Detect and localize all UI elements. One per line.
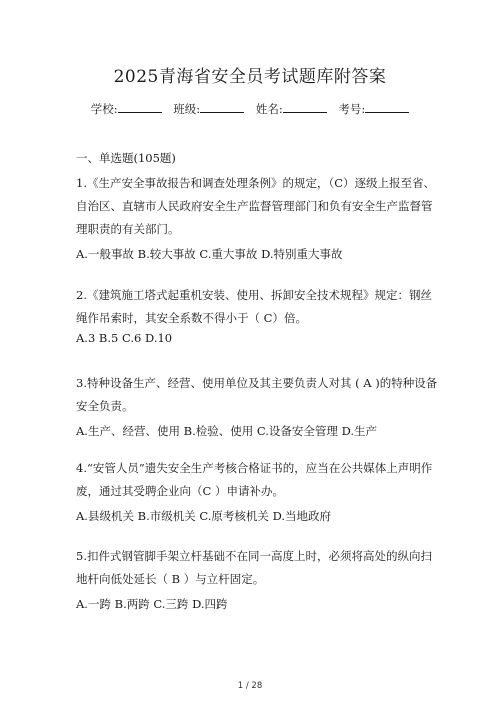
school-blank[interactable] xyxy=(118,101,162,113)
question-options: A.一跨 B.两跨 C.三跨 D.四跨 xyxy=(76,597,228,611)
question-text-line: 2.《建筑施工塔式起重机安装、使用、拆卸安全技术规程》规定：钢丝 xyxy=(76,288,432,302)
class-field[interactable] xyxy=(173,102,248,116)
question-text-line: 自治区、直辖市人民政府安全生产监督管理部门和负有安全生产监督管 xyxy=(76,199,433,213)
page-indicator: 1 / 28 xyxy=(237,681,263,691)
question-text-line: 理职责的有关部门。 xyxy=(76,222,180,236)
school-field[interactable] xyxy=(91,102,166,116)
name-blank[interactable] xyxy=(283,101,327,113)
name-field[interactable] xyxy=(256,102,331,116)
question-text-line: 废，通过其受聘企业向（C ）申请补办。 xyxy=(76,484,284,498)
question-text-line: 3.特种设备生产、经营、使用单位及其主要负责人对其 ( A )的特种设备 xyxy=(76,376,438,390)
question-4 xyxy=(76,457,436,528)
question-options: A.生产、经营、使用 B.检验、使用 C.设备安全管理 D.生产 xyxy=(76,424,378,438)
question-5 xyxy=(76,545,436,616)
question-text-line: 安全负责。 xyxy=(76,399,134,413)
question-3 xyxy=(76,372,436,443)
page-title: 2025青海省安全员考试题库附答案 xyxy=(113,67,387,87)
question-1 xyxy=(76,172,436,266)
name-label: 姓名: xyxy=(255,102,283,116)
class-blank[interactable] xyxy=(200,101,244,113)
question-text-line: 地杆向低处延长（ B ）与立杆固定。 xyxy=(76,572,265,586)
school-label: 学校: xyxy=(90,102,118,116)
student-info-row xyxy=(0,101,500,117)
exam-no-blank[interactable] xyxy=(365,101,409,113)
question-text-line: 绳作吊索时，其安全系数不得小于（ C）倍。 xyxy=(76,311,307,325)
question-text-line: 5.扣件式钢管脚手架立杆基础不在同一高度上时，必须将高处的纵向扫 xyxy=(76,549,432,563)
question-options: A.3 B.5 C.6 D.10 xyxy=(76,331,173,345)
exam-no-label: 考号: xyxy=(338,102,366,116)
section-heading: 一、单选题(105题) xyxy=(76,151,176,165)
question-text-line: 1.《生产安全事故报告和调查处理条例》的规定，（C）逐级上报至省、 xyxy=(76,176,436,190)
exam-no-field[interactable] xyxy=(338,102,409,116)
question-text-line: 4.“安管人员”遗失安全生产考核合格证书的，应当在公共媒体上声明作 xyxy=(76,461,433,475)
class-label: 班级: xyxy=(173,102,201,116)
question-2 xyxy=(76,284,436,346)
question-options: A.县级机关 B.市级机关 C.原考核机关 D.当地政府 xyxy=(76,509,332,523)
question-options: A.一般事故 B.较大事故 C.重大事故 D.特别重大事故 xyxy=(76,247,343,261)
